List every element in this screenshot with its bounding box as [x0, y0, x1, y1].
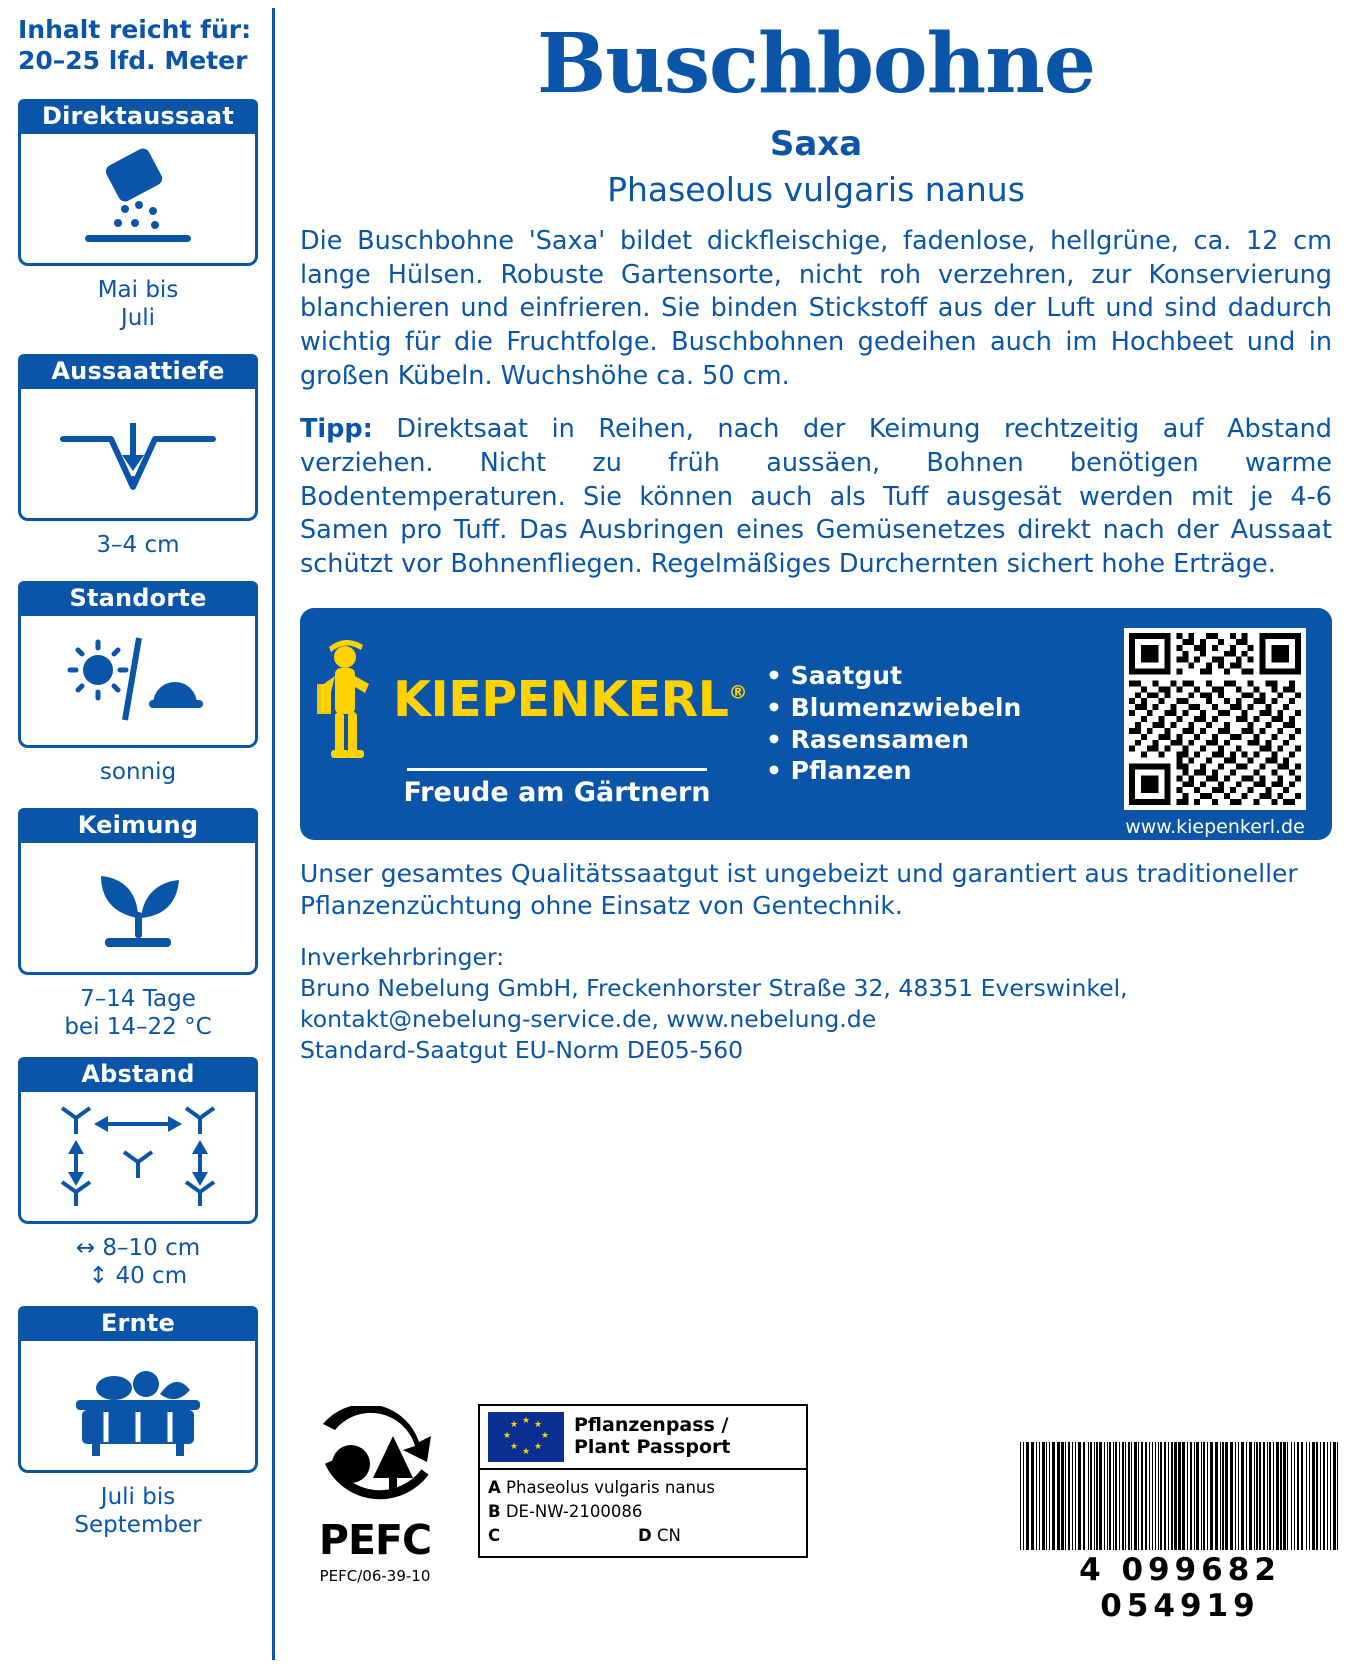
variety-name: Saxa: [769, 124, 863, 164]
passport-body: [480, 1470, 806, 1556]
harvest-crate-icon: [18, 1341, 258, 1473]
latin-name: Phaseolus vulgaris nanus: [607, 170, 1025, 209]
pefc-logo-icon: [305, 1406, 445, 1516]
distributor-label: Inverkehrbringer:: [300, 942, 505, 971]
barcode-bars: [1020, 1442, 1340, 1550]
info-block-title: Standorte: [18, 581, 258, 616]
quality-statement: Unser gesamtes Qualitätssaatgut ist ungebeizt und garantiert aus traditioneller Pflanzenzüchtung ohne Einsatz von Gentechnik.: [300, 858, 1298, 920]
bullet-item: • Pflanzen: [766, 756, 912, 786]
description-text: Die Buschbohne 'Saxa' bildet dickfleischige, fadenlose, hellgrüne, ca. 12 cm lange Hülsen. Robuste Gartensorte, nicht roh verzehren, zur Konservierung blanchieren und einfrieren. Sie binden Stickstoff aus der Luft und sind dadurch wichtig für die Fruchtfolge. Buschbohnen gedeihen auch im Hochbeet und in großen Kübeln. Wuchshöhe ca. 50 cm.: [300, 226, 1332, 391]
brand-slogan: Freude am Gärtnern: [403, 776, 711, 808]
bullet-item: • Blumenzwiebeln: [766, 692, 1022, 722]
qr-section: [1124, 628, 1306, 838]
vertical-divider: [272, 8, 275, 1660]
plant-passport: [478, 1404, 808, 1558]
info-block-title: Ernte: [18, 1306, 258, 1341]
barcode: [1020, 1442, 1340, 1624]
passport-row-b: B DE-NW-2100086: [488, 1501, 643, 1521]
distributor-address-1: Bruno Nebelung GmbH, Freckenhorster Straße 32, 48351 Everswinkel,: [300, 973, 1128, 1002]
pefc-certification: [300, 1406, 450, 1585]
certification-row: [300, 1398, 1340, 1648]
passport-row-cd: C D CN: [488, 1525, 681, 1545]
distributor-info: [300, 942, 1332, 1067]
info-block-caption-abstand: ↔ 8–10 cm ↕ 40 cm: [75, 1234, 201, 1289]
passport-header: [480, 1406, 806, 1470]
registered-mark: ®: [728, 681, 747, 704]
info-block-title: Abstand: [18, 1057, 258, 1092]
tip-label: Tipp:: [300, 414, 373, 445]
logo-divider: [407, 768, 707, 771]
info-block-caption-ernte: Juli bis September: [74, 1483, 202, 1538]
tip-paragraph: [300, 413, 1332, 581]
info-block-caption-direktaussaat: Mai bis Juli: [97, 276, 179, 331]
seedling-icon: [18, 843, 258, 975]
info-block-standorte: [18, 581, 258, 748]
qr-code-icon[interactable]: [1124, 628, 1306, 810]
pefc-code: PEFC/06-39-10: [319, 1567, 431, 1585]
product-bullets: [766, 660, 1021, 787]
content-amount-label: Inhalt reicht für:: [18, 15, 252, 44]
info-block-abstand: [18, 1057, 258, 1224]
main-content: [300, 10, 1332, 1067]
brand-banner: [300, 608, 1332, 840]
info-block-ernte: [18, 1306, 258, 1473]
content-amount: [18, 14, 258, 77]
barcode-number: 4 099682 054919: [1079, 1552, 1281, 1624]
sowing-icon: [18, 134, 258, 266]
bullet-item: • Saatgut: [766, 661, 903, 691]
seed-norm: Standard-Saatgut EU-Norm DE05-560: [300, 1036, 744, 1065]
kiepenkerl-logo: [326, 640, 747, 808]
distributor-address-2: kontakt@nebelung-service.de, www.nebelung.de: [300, 1005, 877, 1034]
info-block-title: Keimung: [18, 808, 258, 843]
sun-cloud-icon: [18, 616, 258, 748]
passport-row-a: A Phaseolus vulgaris nanus: [488, 1478, 715, 1497]
pefc-label: PEFC: [318, 1516, 432, 1564]
info-block-title: Direktaussaat: [18, 99, 258, 134]
tip-text: Direktsaat in Reihen, nach der Keimung rechtzeitig auf Abstand verziehen. Nicht zu früh aussäen, Bohnen benötigen warme Bodentemperaturen. Sie können auch als Tuff ausgesät werden mit je 4-6 Samen pro Tuff. Das Ausbringen eines Gemüsenetzes direkt nach der Aussaat schützt vor Bohnenfliegen. Regelmäßiges Durchernten sichert hohe Erträge.: [300, 414, 1332, 579]
info-block-direktaussaat: [18, 99, 258, 266]
info-block-keimung: [18, 808, 258, 975]
website-url[interactable]: www.kiepenkerl.de: [1125, 815, 1305, 838]
content-amount-value: 20–25 lfd. Meter: [18, 46, 248, 76]
info-block-title: Aussaattiefe: [18, 354, 258, 389]
bullet-item: • Rasensamen: [766, 724, 969, 754]
info-block-caption-aussaattiefe: 3–4 cm: [96, 531, 180, 558]
passport-title: Pflanzenpass / Plant Passport: [574, 1414, 731, 1458]
eu-flag-icon: ★ ★ ★ ★ ★ ★ ★ ★: [488, 1412, 564, 1462]
info-block-caption-keimung: 7–14 Tage bei 14–22 °C: [64, 985, 212, 1040]
brand-name: KIEPENKERL®: [393, 671, 747, 729]
info-block-aussaattiefe: [18, 354, 258, 521]
gardener-mascot-icon: [305, 640, 383, 760]
info-block-caption-standorte: sonnig: [99, 758, 177, 785]
icon-sidebar: [18, 14, 258, 1561]
spacing-icon: [18, 1092, 258, 1224]
page-title: Buschbohne: [536, 16, 1096, 112]
depth-icon: [18, 389, 258, 521]
